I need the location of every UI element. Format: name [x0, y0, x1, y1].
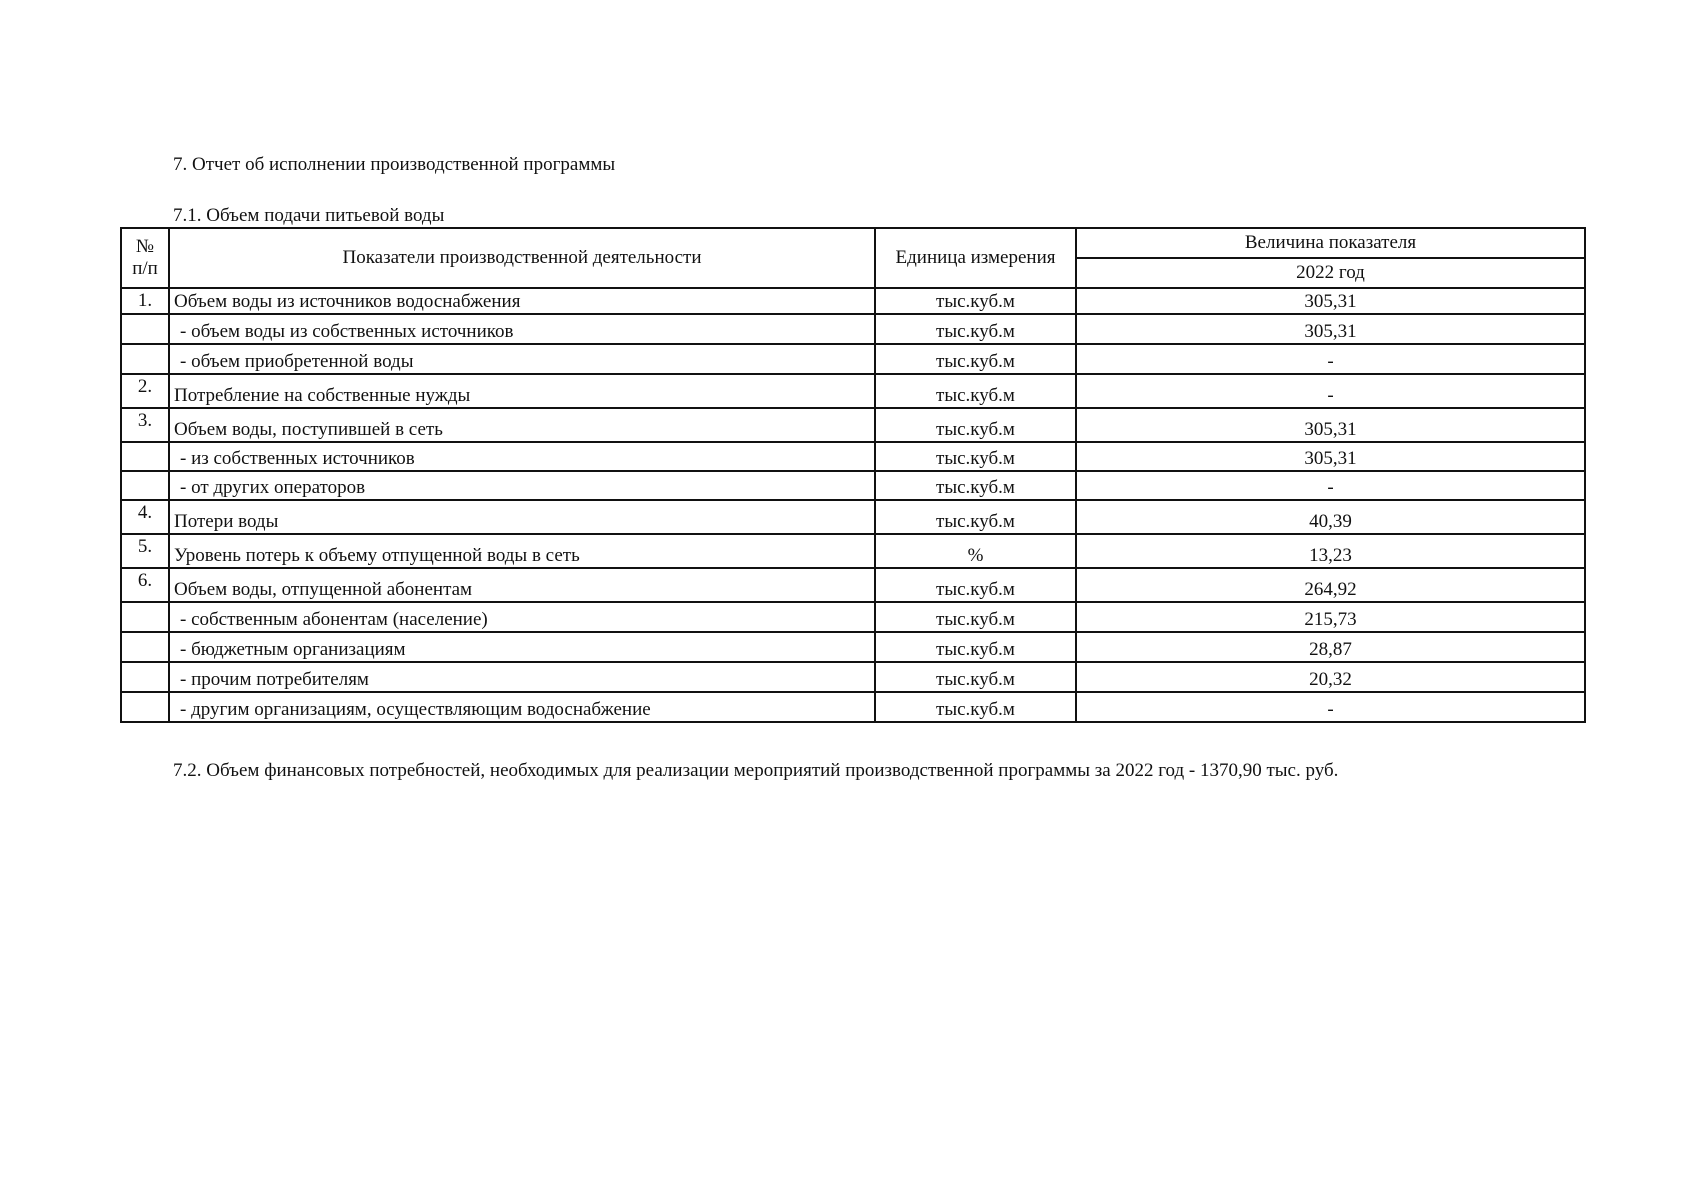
row-unit: тыс.куб.м	[875, 344, 1076, 374]
row-value: 305,31	[1076, 442, 1585, 471]
row-indicator: - другим организациям, осуществляющим водоснабжение	[169, 692, 875, 722]
table-title: 7.1. Объем подачи питьевой воды	[173, 205, 445, 226]
header-number-line2: п/п	[132, 258, 158, 279]
row-indicator: Объем воды, поступившей в сеть	[169, 408, 875, 442]
table-row	[121, 602, 1585, 632]
row-number	[121, 662, 169, 692]
section-title: 7. Отчет об исполнении производственной программы	[173, 154, 616, 175]
table-row	[121, 374, 1585, 408]
row-indicator: Потери воды	[169, 500, 875, 534]
row-value: 28,87	[1076, 632, 1585, 662]
water-supply-table	[120, 227, 1586, 723]
table-row	[121, 632, 1585, 662]
row-indicator: - прочим потребителям	[169, 662, 875, 692]
row-number	[121, 344, 169, 374]
header-indicator: Показатели производственной деятельности	[169, 228, 875, 288]
table-row	[121, 288, 1585, 314]
row-indicator: - из собственных источников	[169, 442, 875, 471]
row-number: 4.	[121, 500, 169, 534]
row-value: 13,23	[1076, 534, 1585, 568]
row-indicator: Объем воды из источников водоснабжения	[169, 288, 875, 314]
row-unit: тыс.куб.м	[875, 471, 1076, 500]
table-row	[121, 568, 1585, 602]
table-row	[121, 344, 1585, 374]
row-indicator: - объем приобретенной воды	[169, 344, 875, 374]
row-unit: тыс.куб.м	[875, 374, 1076, 408]
row-value: -	[1076, 692, 1585, 722]
row-value: 215,73	[1076, 602, 1585, 632]
row-value: -	[1076, 374, 1585, 408]
row-indicator: - объем воды из собственных источников	[169, 314, 875, 344]
row-unit: тыс.куб.м	[875, 568, 1076, 602]
row-number: 5.	[121, 534, 169, 568]
row-value: 305,31	[1076, 408, 1585, 442]
row-value: 305,31	[1076, 314, 1585, 344]
table-row	[121, 442, 1585, 471]
row-indicator: - бюджетным организациям	[169, 632, 875, 662]
row-unit: %	[875, 534, 1076, 568]
row-number	[121, 314, 169, 344]
row-unit: тыс.куб.м	[875, 442, 1076, 471]
row-number	[121, 632, 169, 662]
row-number	[121, 602, 169, 632]
header-year: 2022 год	[1076, 258, 1585, 288]
table-row	[121, 534, 1585, 568]
row-unit: тыс.куб.м	[875, 662, 1076, 692]
table-row	[121, 500, 1585, 534]
row-number: 2.	[121, 374, 169, 408]
row-value: 40,39	[1076, 500, 1585, 534]
row-unit: тыс.куб.м	[875, 408, 1076, 442]
row-value: -	[1076, 471, 1585, 500]
header-unit: Единица измерения	[875, 228, 1076, 288]
table-row	[121, 408, 1585, 442]
row-unit: тыс.куб.м	[875, 500, 1076, 534]
row-number	[121, 442, 169, 471]
row-indicator: Объем воды, отпущенной абонентам	[169, 568, 875, 602]
row-number: 6.	[121, 568, 169, 602]
table-row	[121, 314, 1585, 344]
row-indicator: Уровень потерь к объему отпущенной воды в сеть	[169, 534, 875, 568]
row-value: 305,31	[1076, 288, 1585, 314]
row-value: 264,92	[1076, 568, 1585, 602]
row-indicator: - собственным абонентам (население)	[169, 602, 875, 632]
table-row	[121, 692, 1585, 722]
row-number	[121, 471, 169, 500]
row-value: 20,32	[1076, 662, 1585, 692]
row-indicator: - от других операторов	[169, 471, 875, 500]
table-body	[121, 288, 1585, 722]
row-value: -	[1076, 344, 1585, 374]
row-unit: тыс.куб.м	[875, 632, 1076, 662]
table-row	[121, 471, 1585, 500]
row-unit: тыс.куб.м	[875, 602, 1076, 632]
row-number: 1.	[121, 288, 169, 314]
row-unit: тыс.куб.м	[875, 288, 1076, 314]
row-number	[121, 692, 169, 722]
financial-note: 7.2. Объем финансовых потребностей, необходимых для реализации мероприятий производственной программы за 2022 год - 1370,90 тыс. руб.	[173, 760, 1339, 781]
header-value-group: Величина показателя	[1076, 228, 1585, 258]
header-number-line1: №	[135, 236, 155, 257]
header-row-top	[121, 228, 1585, 258]
row-unit: тыс.куб.м	[875, 692, 1076, 722]
row-unit: тыс.куб.м	[875, 314, 1076, 344]
header-number	[121, 228, 169, 288]
row-indicator: Потребление на собственные нужды	[169, 374, 875, 408]
table-row	[121, 662, 1585, 692]
row-number: 3.	[121, 408, 169, 442]
